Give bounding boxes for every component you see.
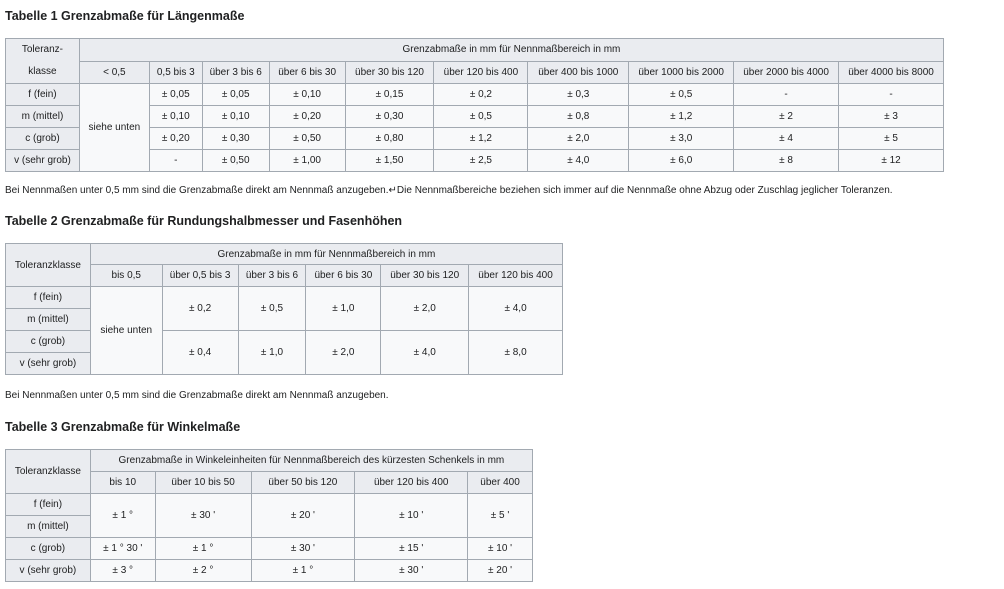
table-cell: ± 0,20 xyxy=(149,128,202,150)
table-cell: ± 6,0 xyxy=(629,150,734,172)
see-below-cell: siehe unten xyxy=(79,84,149,172)
range-header: über 2000 bis 4000 xyxy=(734,61,839,84)
table-row xyxy=(6,331,563,353)
table-cell: ± 3 ° xyxy=(90,560,155,582)
table-cell: ± 8,0 xyxy=(469,331,563,375)
table-cell: ± 1,0 xyxy=(238,331,306,375)
table-cell: - xyxy=(734,84,839,106)
table-cell: ± 2 ° xyxy=(155,560,251,582)
table-cell: ± 4,0 xyxy=(381,331,469,375)
range-header: über 50 bis 120 xyxy=(251,472,355,494)
range-header: über 4000 bis 8000 xyxy=(839,61,944,84)
group-header: Grenzabmaße in mm für Nennmaßbereich in mm xyxy=(79,39,943,62)
class-label: c (grob) xyxy=(6,128,80,150)
table-cell: ± 2 xyxy=(734,106,839,128)
table3 xyxy=(5,449,533,582)
range-header: über 400 xyxy=(468,472,533,494)
range-header: bis 10 xyxy=(90,472,155,494)
table-cell: - xyxy=(149,150,202,172)
range-header: über 120 bis 400 xyxy=(434,61,528,84)
table-row xyxy=(6,494,533,516)
table1 xyxy=(5,38,944,172)
table-cell: ± 4 xyxy=(734,128,839,150)
class-label: v (sehr grob) xyxy=(6,560,91,582)
table-cell: ± 20 ' xyxy=(251,494,355,538)
class-label: f (fein) xyxy=(6,84,80,106)
table-cell: ± 0,20 xyxy=(269,106,345,128)
table-cell: ± 0,50 xyxy=(202,150,269,172)
class-label: v (sehr grob) xyxy=(6,150,80,172)
class-label: f (fein) xyxy=(6,287,91,309)
range-header: über 120 bis 400 xyxy=(469,265,563,287)
table-cell: ± 30 ' xyxy=(155,494,251,538)
range-header: über 6 bis 30 xyxy=(269,61,345,84)
range-header: über 6 bis 30 xyxy=(306,265,381,287)
table-cell: ± 4,0 xyxy=(528,150,629,172)
table3-title: Tabelle 3 Grenzabmaße für Winkelmaße xyxy=(5,420,241,434)
range-header: über 400 bis 1000 xyxy=(528,61,629,84)
table2-title: Tabelle 2 Grenzabmaße für Rundungshalbmesser und Fasenhöhen xyxy=(5,214,403,228)
table-cell: ± 5 xyxy=(839,128,944,150)
table1-title: Tabelle 1 Grenzabmaße für Längenmaße xyxy=(5,9,245,23)
class-header: Toleranzklasse xyxy=(6,244,91,287)
table-cell: ± 0,50 xyxy=(269,128,345,150)
table-cell: ± 1 ° xyxy=(155,538,251,560)
table-cell: ± 12 xyxy=(839,150,944,172)
table-cell: ± 0,15 xyxy=(345,84,434,106)
table-cell: ± 0,5 xyxy=(434,106,528,128)
table-row xyxy=(6,560,533,582)
table-cell: ± 8 xyxy=(734,150,839,172)
table-row xyxy=(6,538,533,560)
table-cell: ± 0,5 xyxy=(238,287,306,331)
range-header: über 3 bis 6 xyxy=(238,265,306,287)
table-cell: ± 0,10 xyxy=(202,106,269,128)
group-header: Grenzabmaße in Winkeleinheiten für Nennmaßbereich des kürzesten Schenkels in mm xyxy=(90,450,532,472)
group-header: Grenzabmaße in mm für Nennmaßbereich in mm xyxy=(90,244,562,265)
class-label: m (mittel) xyxy=(6,309,91,331)
range-header: 0,5 bis 3 xyxy=(149,61,202,84)
table-cell: ± 0,8 xyxy=(528,106,629,128)
class-label: m (mittel) xyxy=(6,106,80,128)
range-header: über 30 bis 120 xyxy=(381,265,469,287)
class-label: m (mittel) xyxy=(6,516,91,538)
class-label: f (fein) xyxy=(6,494,91,516)
table-cell: ± 1 ° xyxy=(251,560,355,582)
table-cell: ± 0,30 xyxy=(345,106,434,128)
table-cell: ± 10 ' xyxy=(468,538,533,560)
table-cell: ± 1,0 xyxy=(306,287,381,331)
table-cell: ± 0,3 xyxy=(528,84,629,106)
range-header: über 3 bis 6 xyxy=(202,61,269,84)
class-header: Toleranz- klasse xyxy=(6,39,80,84)
table-row xyxy=(6,287,563,309)
table-cell: ± 0,05 xyxy=(149,84,202,106)
table-cell: ± 2,5 xyxy=(434,150,528,172)
table-cell: - xyxy=(839,84,944,106)
table-row xyxy=(6,84,944,106)
table-cell: ± 2,0 xyxy=(306,331,381,375)
table-cell: ± 2,0 xyxy=(381,287,469,331)
table-cell: ± 1 ° xyxy=(90,494,155,538)
table2-note: Bei Nennmaßen unter 0,5 mm sind die Grenzabmaße direkt am Nennmaß anzugeben. xyxy=(5,390,389,401)
table-cell: ± 10 ' xyxy=(355,494,468,538)
table1-note: Bei Nennmaßen unter 0,5 mm sind die Grenzabmaße direkt am Nennmaß anzugeben.↵Die Nennmaßbereiche beziehen sich immer auf die Nennmaße ohne Abzug oder Zuschlag jeglicher Toleranzen. xyxy=(5,185,893,196)
table-cell: ± 0,10 xyxy=(149,106,202,128)
range-header: über 10 bis 50 xyxy=(155,472,251,494)
table-cell: ± 15 ' xyxy=(355,538,468,560)
table-cell: ± 0,05 xyxy=(202,84,269,106)
table-cell: ± 3,0 xyxy=(629,128,734,150)
table-cell: ± 0,10 xyxy=(269,84,345,106)
class-header: Toleranzklasse xyxy=(6,450,91,494)
table-cell: ± 1,00 xyxy=(269,150,345,172)
range-header: über 0,5 bis 3 xyxy=(162,265,238,287)
table-cell: ± 0,80 xyxy=(345,128,434,150)
table-cell: ± 20 ' xyxy=(468,560,533,582)
table-cell: ± 2,0 xyxy=(528,128,629,150)
table-cell: ± 1,2 xyxy=(434,128,528,150)
table-cell: ± 30 ' xyxy=(355,560,468,582)
table-cell: ± 5 ' xyxy=(468,494,533,538)
table-cell: ± 0,30 xyxy=(202,128,269,150)
range-header: über 120 bis 400 xyxy=(355,472,468,494)
table2 xyxy=(5,243,563,375)
table-cell: ± 1 ° 30 ' xyxy=(90,538,155,560)
table-cell: ± 1,2 xyxy=(629,106,734,128)
class-label: c (grob) xyxy=(6,331,91,353)
table-cell: ± 0,4 xyxy=(162,331,238,375)
table-cell: ± 30 ' xyxy=(251,538,355,560)
range-header: über 30 bis 120 xyxy=(345,61,434,84)
class-label: v (sehr grob) xyxy=(6,353,91,375)
table-cell: ± 1,50 xyxy=(345,150,434,172)
table-cell: ± 3 xyxy=(839,106,944,128)
table-cell: ± 0,5 xyxy=(629,84,734,106)
see-below-cell: siehe unten xyxy=(90,287,162,375)
class-label: c (grob) xyxy=(6,538,91,560)
range-header: bis 0,5 xyxy=(90,265,162,287)
range-header: über 1000 bis 2000 xyxy=(629,61,734,84)
table-cell: ± 0,2 xyxy=(434,84,528,106)
table-cell: ± 4,0 xyxy=(469,287,563,331)
table-cell: ± 0,2 xyxy=(162,287,238,331)
range-header: < 0,5 xyxy=(79,61,149,84)
